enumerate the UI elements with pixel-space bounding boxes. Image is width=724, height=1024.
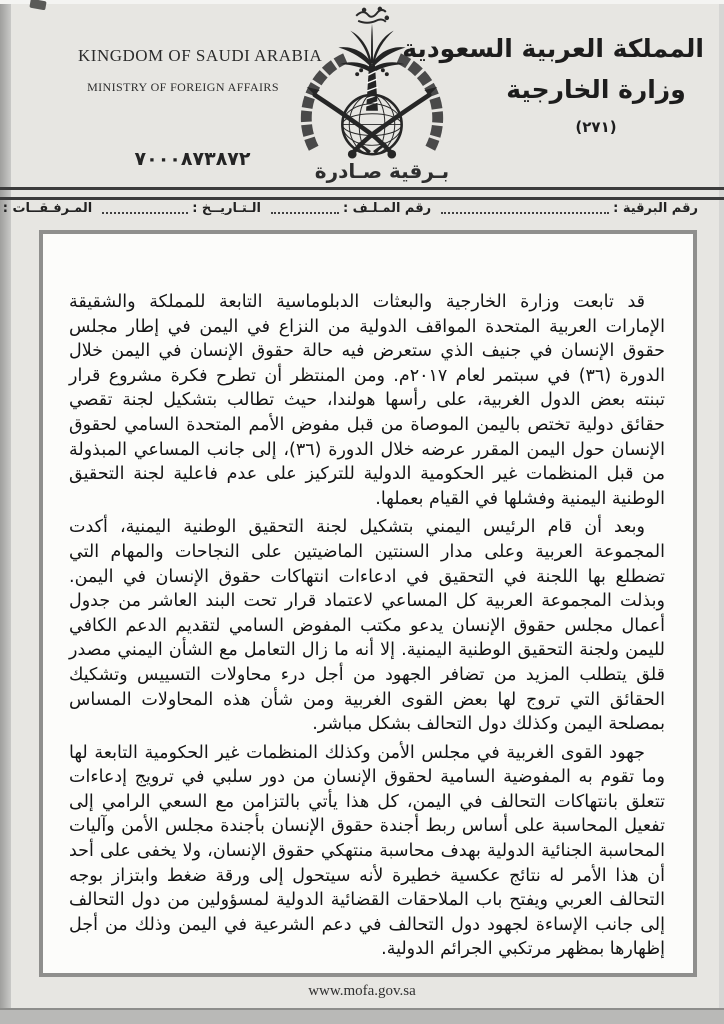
scan-corner-mark [29,0,46,10]
scan-edge-bottom [0,1008,724,1024]
field-attachments-label: المـرفـقــات : [2,201,93,216]
field-file-number-input[interactable] [271,199,339,214]
globe [342,95,401,154]
kingdom-title-en: KINGDOM OF SAUDI ARABIA [78,46,323,65]
field-file-number-label: رقم المـلـف : [342,201,432,216]
telegram-body-box [39,230,697,977]
kingdom-title-ar: المملكة العربية السعودية [402,34,704,63]
telegram-serial-number: ٧٠٠٠٨٧٣٨٧٢ [134,148,251,170]
body-paragraph-2: وبعد أن قام الرئيس اليمني بتشكيل لجنة التحقيق الوطنية اليمنية، أكدت المجموعة العربية وعلى مدار السنتين الماضيتين على النجاحات والمهام التي تضطلع بها اللجنة في التحقيق في ادعاءات انتهاكات حقوق الإنسان في اليمن. وبذلت المجموعة العربية كل المساعي لاعتماد قرار تحت البند العاشر من جدول أعمال مجلس حقوق الإنسان يدعو مكتب المفوض السامي لتقديم الدعم الكافي لليمن ولجنة التحقيق الوطنية اليمنية. إلا أنه ما زال التعامل مع الشأن اليمني مصدر قلق يتطلب المزيد من تضافر الجهود من أجل درء محاولات التسييس وتشكيك الحقائق التي تروج لها بعض القوى الغربية ومن شأن هذه المحاولات المساس بمصلحة اليمن وكذلك دول التحالف بشكل مباشر. [69,517,665,735]
field-telegram-number-input[interactable] [441,199,609,214]
telegram-type-label: بـرقية صـادرة [297,159,467,183]
field-file-number [261,199,431,216]
header-arabic-block [402,34,704,136]
field-telegram-number [431,199,698,216]
palm-tree [338,24,405,111]
telegram-form-row [2,199,698,216]
saudi-palm-and-crossed-swords-emblem [292,4,452,172]
body-paragraph-3: جهود القوى الغربية في مجلس الأمن وكذلك المنظمات غير الحكومية التابعة لها وما تقوم به المفوضية السامية لحقوق الإنسان من دور سلبي في ترويج إدعاءات تتعلق بانتهاكات التحالف في اليمن، كل هذا يأتي بالتزامن مع السعي الرامي إلى تفعيل المحاسبة على أساس ربط أجندة حقوق الإنسان بأجندة مجلس الأمن وآليات المحاسبة الجنائية الدولية بهدف محاسبة منتهكي حقوق الإنسان، ولا يخفى على أحد أن هذا الأمر له نتائج عكسية خطيرة لأنه سيتحول إلى ورقة ضغط وابتزاز بوجه التحالف العربي ويفتح باب الملاحقات القضائية الدولية لمسؤولين من دول التحالف إلى جانب الإساءة لجهود دول التحالف في دعم الشرعية في اليمن وذلك من أجل إظهارها بمظهر مرتكبي الجرائم الدولية. [69,742,665,960]
basmala-calligraphy [356,8,388,23]
field-date-label: الـتـاريــخ : [192,201,261,216]
ministry-website-url: www.mofa.gov.sa [308,983,416,999]
office-number: (٢٧١) [575,118,617,136]
field-date [92,199,261,216]
field-telegram-number-label: رقم البرقية : [613,201,698,216]
header-english-block [78,46,323,95]
ministry-title-ar: وزارة الخارجية [506,75,686,104]
scan-edge-left [0,0,11,1024]
telegram-body-text [69,290,665,966]
body-paragraph-1: قد تابعت وزارة الخارجية والبعثات الدبلوماسية التابعة للمملكة والشقيقة الإمارات العربية المتحدة المواقف الدولية من النزاع في اليمن في إطار مجلس حقوق الإنسان في جنيف الذي ستعرض فيه حالة حقوق الإنسان في اليمن خلال الدورة (٣٦) في سبتمر لعام ٢٠١٧م. ومن المنتظر أن تطرح فكرة مشروع قرار تبنته بعض الدول الغربية، على رأسها هولندا، حيث تطالب بتشكيل لجنة تقصي حقائق دولية تختص باليمن الموصاة من قبل مفوض الأمم المتحدة السامي لحقوق الإنسان حول اليمن المقرر عرضه خلال الدورة (٣٦)، إلى جانب المساعي المبذولة من قبل المنظمات غير الحكومية الدولية للتركيز على عدم فاعلية لجنة التحقيق الوطنية اليمنية وفشلها في القيام بعملها. [69,292,666,509]
scan-edge-right [719,0,724,1024]
ministry-title-en: MINISTRY OF FOREIGN AFFAIRS [87,80,279,94]
field-date-input[interactable] [102,199,188,214]
field-attachments [0,199,92,216]
